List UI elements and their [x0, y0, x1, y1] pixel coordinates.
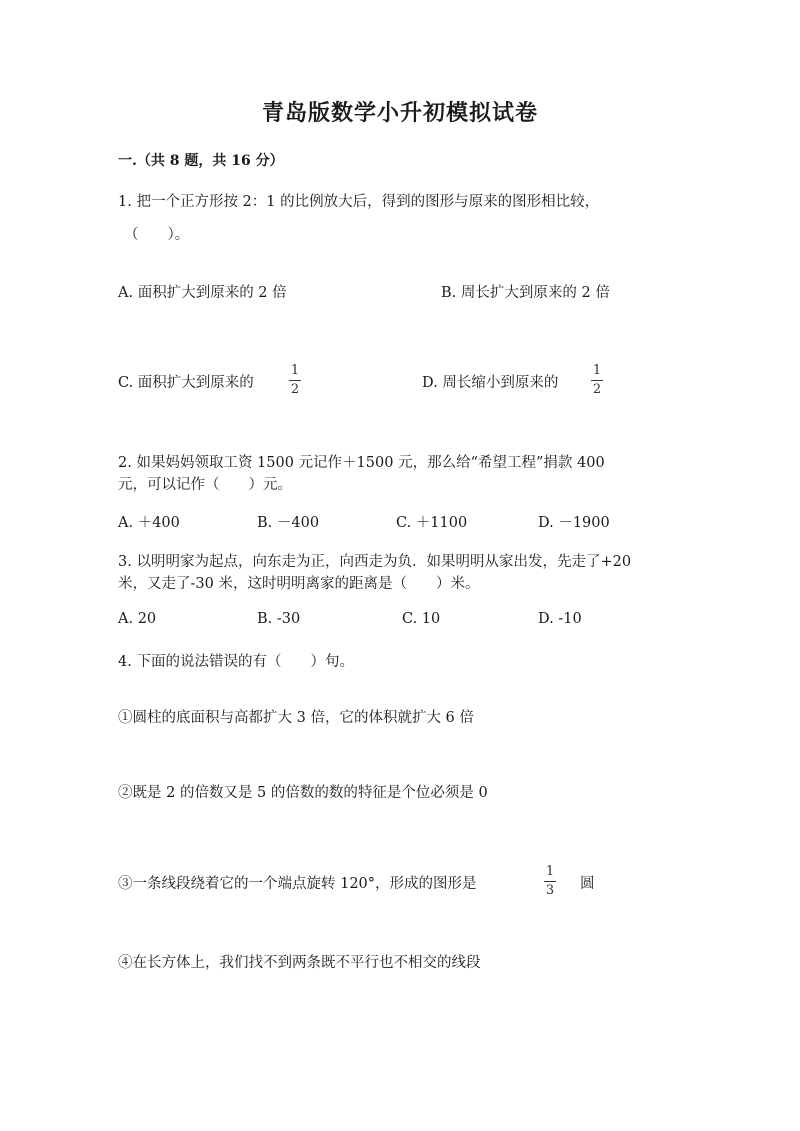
q2-option-a[interactable]: A. ＋400: [118, 515, 180, 531]
fraction-bar: [591, 380, 603, 381]
fraction-bar: [544, 881, 556, 882]
fraction-denominator: 3: [545, 883, 555, 898]
page-title: 青岛版数学小升初模拟试卷: [261, 100, 538, 126]
q4-statement-2: ②既是 2 的倍数又是 5 的倍数的数的特征是个位必须是 0: [118, 785, 488, 801]
q2-option-c[interactable]: C. ＋1100: [396, 515, 468, 531]
q1-stem-line2: （ ）。: [124, 227, 190, 243]
q1-option-d-fraction: [591, 364, 603, 397]
q4-statement-1: ①圆柱的底面积与高都扩大 3 倍，它的体积就扩大 6 倍: [118, 710, 474, 726]
q1-option-c[interactable]: C. 面积扩大到原来的: [118, 375, 254, 391]
q3-stem-line1: 3. 以明明家为起点，向东走为正，向西走为负．如果明明从家出发，先走了+20: [118, 554, 632, 570]
q1-option-a[interactable]: A. 面积扩大到原来的 2 倍: [118, 285, 287, 301]
fraction-numerator: 1: [290, 363, 300, 378]
section-heading: 一.（共 8 题，共 16 分）: [118, 153, 284, 169]
fraction-denominator: 2: [592, 382, 602, 397]
q3-option-d[interactable]: D. -10: [538, 611, 582, 627]
q2-option-b[interactable]: B. －400: [257, 515, 320, 531]
q3-option-c[interactable]: C. 10: [402, 611, 441, 627]
q2-stem-line2: 元，可以记作（ ）元。: [118, 477, 292, 493]
q4-statement-3-fraction: [544, 865, 556, 898]
fraction-numerator: 1: [545, 864, 555, 879]
q2-option-d[interactable]: D. －1900: [538, 515, 610, 531]
q4-statement-3: ③一条线段绕着它的一个端点旋转 120°，形成的图形是: [118, 876, 477, 892]
q3-stem-line2: 米，又走了-30 米，这时明明离家的距离是（ ）米。: [118, 576, 480, 592]
q3-option-b[interactable]: B. -30: [257, 611, 301, 627]
q4-statement-4: ④在长方体上，我们找不到两条既不平行也不相交的线段: [118, 955, 481, 971]
fraction-bar: [289, 380, 301, 381]
q4-statement-3-tail: 圆: [580, 876, 595, 892]
q1-option-b[interactable]: B. 周长扩大到原来的 2 倍: [441, 285, 610, 301]
fraction-denominator: 2: [290, 382, 300, 397]
q4-stem: 4. 下面的说法错误的有（ ）句。: [118, 654, 354, 670]
q1-option-d[interactable]: D. 周长缩小到原来的: [422, 375, 559, 391]
q1-option-c-fraction: [289, 364, 301, 397]
q1-stem-line1: 1. 把一个正方形按 2：1 的比例放大后，得到的图形与原来的图形相比较，: [118, 194, 600, 210]
fraction-numerator: 1: [592, 363, 602, 378]
q2-stem-line1: 2. 如果妈妈领取工资 1500 元记作＋1500 元，那么给“希望工程”捐款 400: [118, 455, 605, 471]
q3-option-a[interactable]: A. 20: [118, 611, 157, 627]
